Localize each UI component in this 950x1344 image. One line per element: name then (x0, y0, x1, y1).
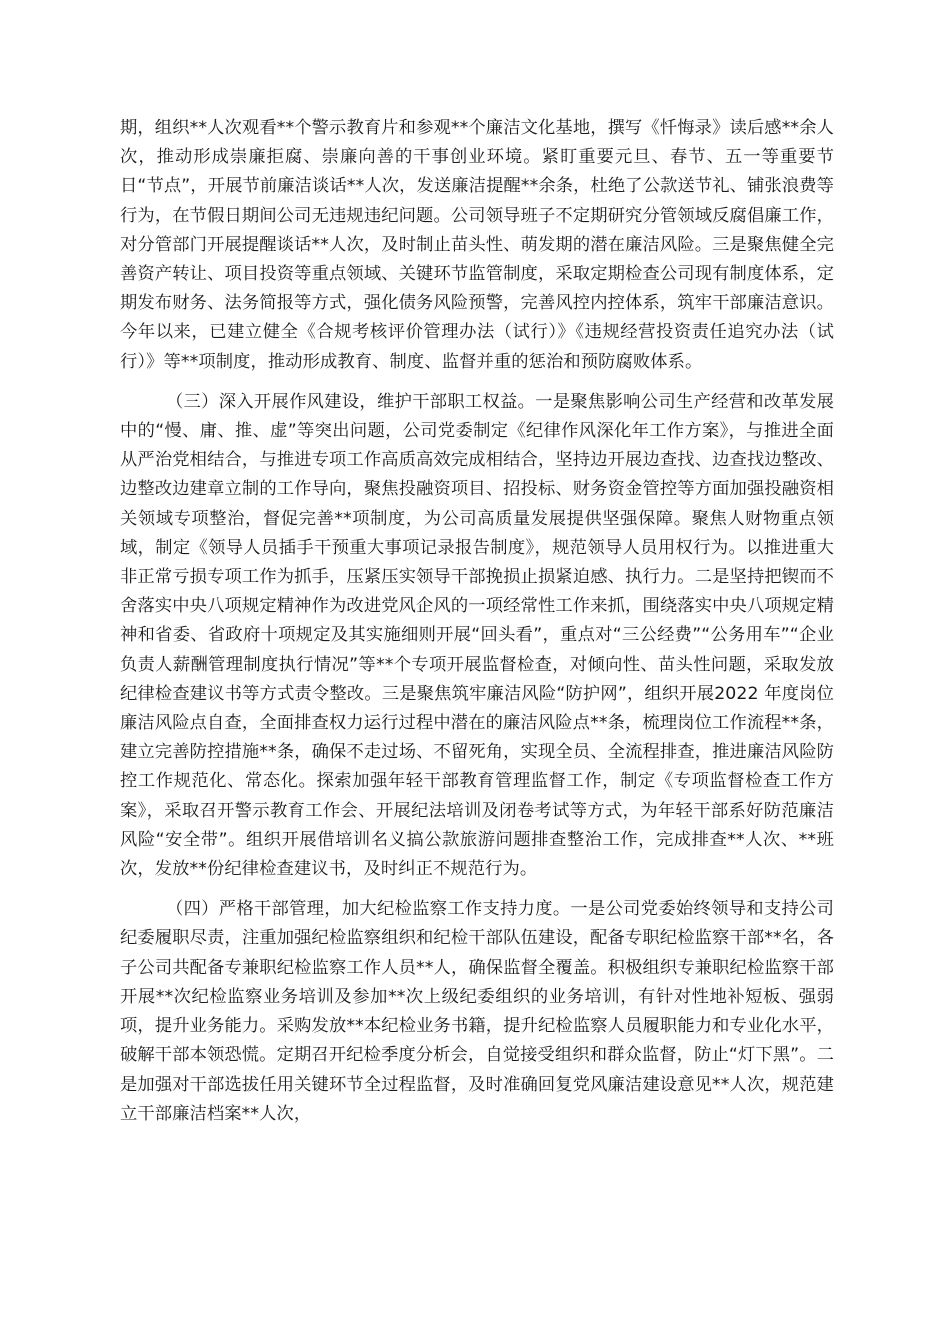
paragraph-continuation: 期，组织**人次观看**个警示教育片和参观**个廉洁文化基地，撰写《忏悔录》读后感**余人次，推动形成崇廉拒腐、崇廉向善的干事创业环境。紧盯重要元旦、春节、五一等重要节日“节点”，开展节前廉洁谈话**人次，发送廉洁提醒**余条，杜绝了公款送节礼、铺张浪费等行为，在节假日期间公司无违规违纪问题。公司领导班子不定期研究分管领域反腐倡廉工作，对分管部门开展提醒谈话**人次，及时制止苗头性、萌发期的潜在廉洁风险。三是聚焦健全完善资产转让、项目投资等重点领域、关键环节监管制度，采取定期检查公司现有制度体系，定期发布财务、法务简报等方式，强化债务风险预警，完善风控内控体系，筑牢干部廉洁意识。今年以来，已建立健全《合规考核评价管理办法（试行）》《违规经营投资责任追究办法（试行）》等**项制度，推动形成教育、制度、监督并重的惩治和预防腐败体系。 (120, 118, 834, 372)
paragraph-section-three: （三）深入开展作风建设，维护干部职工权益。一是聚焦影响公司生产经营和改革发展中的“慢、庸、推、虚”等突出问题，公司党委制定《纪律作风深化年工作方案》，与推进全面从严治党相结合，与推进专项工作高质高效完成相结合，坚持边开展边查找、边查找边整改、边整改边建章立制的工作导向，聚焦投融资项目、招投标、财务资金管控等方面加强投融资相关领域专项整治，督促完善**项制度，为公司高质量发展提供坚强保障。聚焦人财物重点领域，制定《领导人员插手干预重大事项记录报告制度》，规范领导人员用权行为。以推进重大非正常亏损专项工作为抓手，压紧压实领导干部挽损止损紧迫感、执行力。二是坚持把锲而不舍落实中央八项规定精神作为改进党风企风的一项经常性工作来抓，围绕落实中央八项规定精神和省委、省政府十项规定及其实施细则开展“回头看”，重点对“三公经费”“公务用车”“企业负责人薪酬管理制度执行情况”等**个专项开展监督检查，对倾向性、苗头性问题，采取发放纪律检查建议书等方式责令整改。三是聚焦筑牢廉洁风险“防护网”，组织开展2022 年度岗位廉洁风险点自查，全面排查权力运行过程中潜在的廉洁风险点**条，梳理岗位工作流程**条，建立完善防控措施**条，确保不走过场、不留死角，实现全员、全流程排查，推进廉洁风险防控工作规范化、常态化。探索加强年轻干部教育管理监督工作，制定《专项监督检查工作方案》，采取召开警示教育工作会、开展纪法培训及闭卷考试等方式，为年轻干部系好防范廉洁风险“安全带”。组织开展借培训名义搞公款旅游问题排查整治工作，完成排查**人次、**班次，发放**份纪律检查建议书，及时纠正不规范行为。 (120, 391, 834, 880)
paragraph-section-four: （四）严格干部管理，加大纪检监察工作支持力度。一是公司党委始终领导和支持公司纪委履职尽责，注重加强纪检监察组织和纪检干部队伍建设，配备专职纪检监察干部**名，各子公司共配备专兼职纪检监察工作人员**人，确保监督全覆盖。积极组织专兼职纪检监察干部开展**次纪检监察业务培训及参加**次上级纪委组织的业务培训，有针对性地补短板、强弱项，提升业务能力。采购发放**本纪检业务书籍，提升纪检监察人员履职能力和专业化水平，破解干部本领恐慌。定期召开纪检季度分析会，自觉接受组织和群众监督，防止“灯下黑”。二是加强对干部选拔任用关键环节全过程监督，及时准确回复党风廉洁建设意见**人次，规范建立干部廉洁档案**人次， (120, 899, 834, 1124)
document-body (120, 114, 834, 1129)
